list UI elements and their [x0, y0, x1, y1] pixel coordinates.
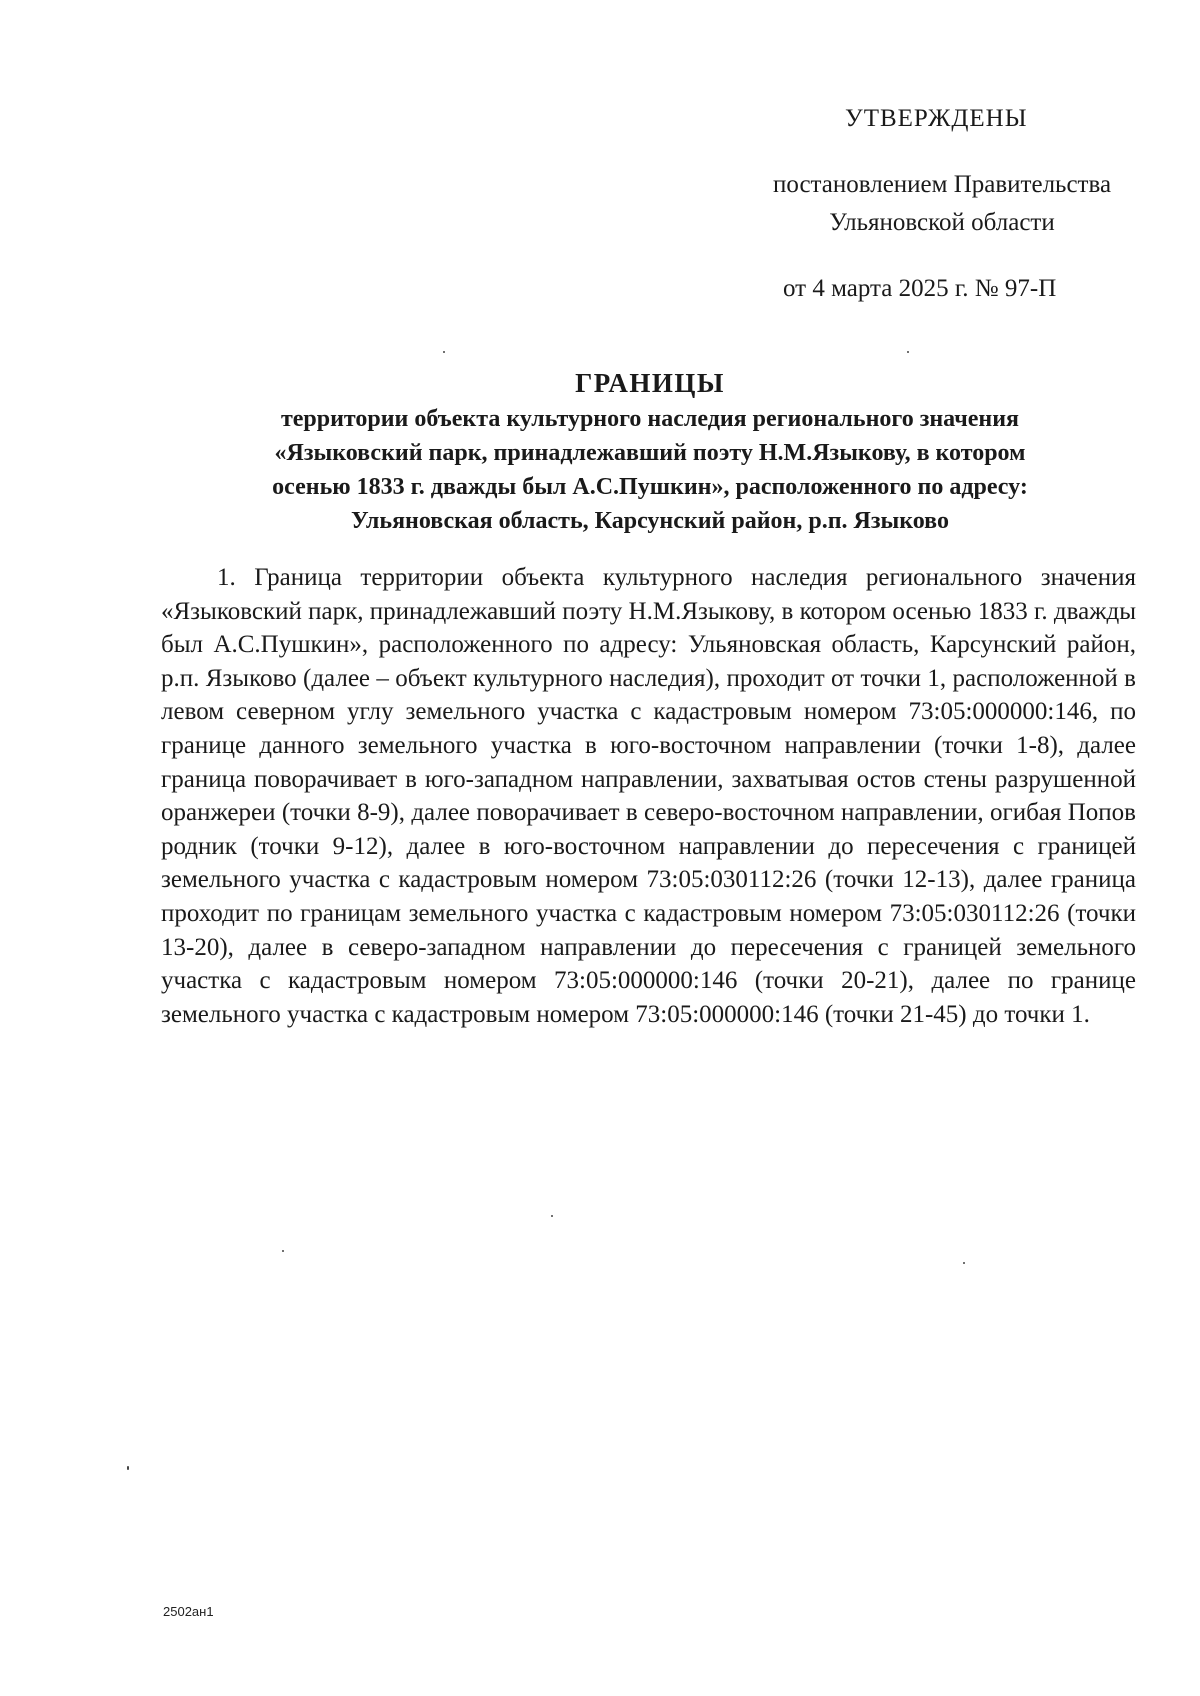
subtitle-line-1: территории объекта культурного наследия регионального значения: [280, 406, 1020, 432]
document-heading: [160, 366, 1140, 538]
document-title: ГРАНИЦЫ: [575, 368, 725, 398]
approved-by-line-1: постановлением Правительства: [772, 171, 1112, 198]
scan-speck: [443, 351, 445, 353]
scan-speck: [907, 351, 909, 353]
scan-speck: [551, 1215, 553, 1217]
scan-speck: [127, 1466, 129, 1470]
subtitle-line-3: осенью 1833 г. дважды был А.С.Пушкин», расположенного по адресу:: [272, 474, 1028, 500]
document-code: 2502ан1: [163, 1604, 214, 1619]
subtitle-line-2: «Языковский парк, принадлежавший поэту Н.М.Языкову, в котором: [274, 440, 1026, 466]
approved-by-line-2: Ульяновской области: [829, 209, 1055, 236]
resolution-date: от 4 марта 2025 г. № 97-П: [783, 275, 1057, 302]
approved-label: УТВЕРЖДЕНЫ: [845, 105, 1028, 132]
scan-speck: [963, 1262, 965, 1264]
scan-speck: [282, 1250, 284, 1252]
document-body: [161, 561, 1136, 1031]
subtitle-line-4: Ульяновская область, Карсунский район, р.п. Языково: [351, 508, 949, 534]
body-paragraph-1: 1. Граница территории объекта культурного наследия регионального значения «Языковский парк, принадлежавший поэту Н.М.Языкову, в котором осенью 1833 г. дважды был А.С.Пушкин», расположенного по адресу: Ульяновская область, Карсунский район, р.п. Языково (далее – объект культурного наследия), проходит от точки 1, расположенной в левом северном углу земельного участка с кадастровым номером 73:05:000000:146, по границе данного земельного участка в юго-восточном направлении (точки 1-8), далее граница поворачивает в юго-западном направлении, захватывая остов стены разрушенной оранжереи (точки 8-9), далее поворачивает в северо-восточном направлении, огибая Попов родник (точки 9-12), далее в юго-восточном направлении до пересечения с границей земельного участка с кадастровым номером 73:05:030112:26 (точки 12-13), далее граница проходит по границам земельного участка с кадастровым номером 73:05:030112:26 (точки 13-20), далее в северо-западном направлении до пересечения с границей земельного участка с кадастровым номером 73:05:000000:146 (точки 20-21), далее по границе земельного участка с кадастровым номером 73:05:000000:146 (точки 21-45) до точки 1.: [161, 564, 1136, 1028]
approved-by: [742, 166, 1142, 242]
document-subtitle: [160, 402, 1140, 538]
